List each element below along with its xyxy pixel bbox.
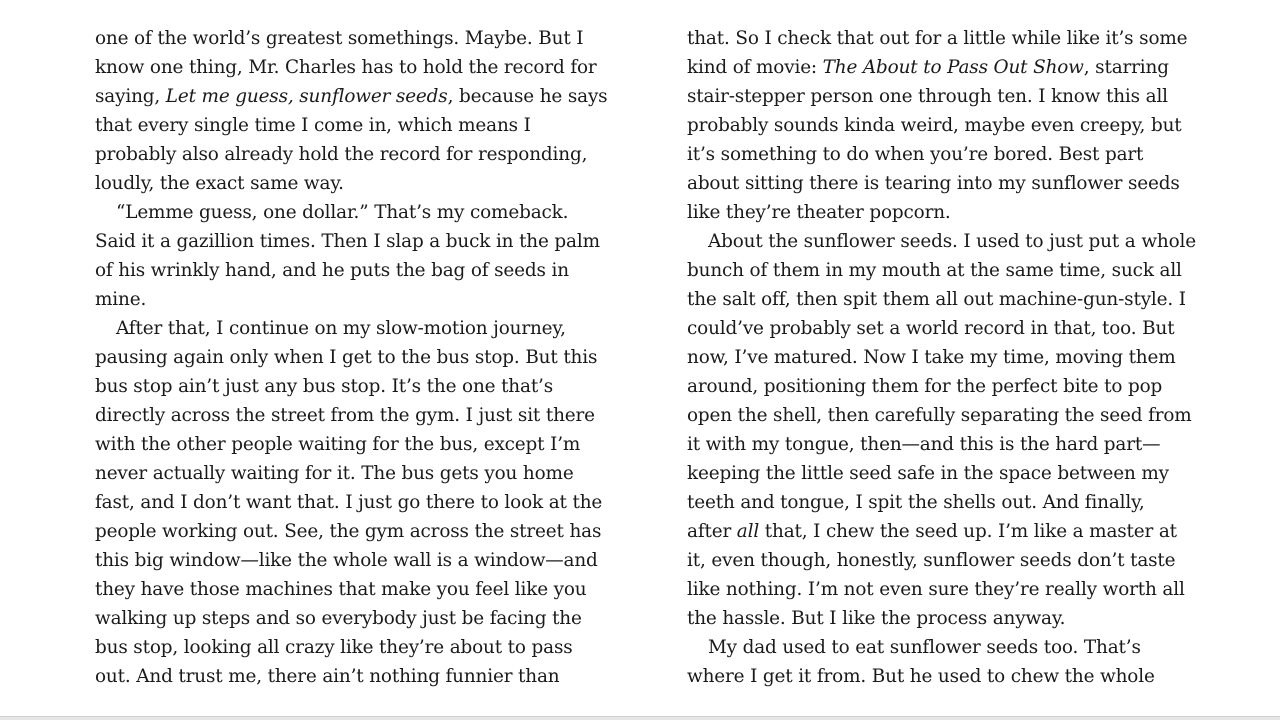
text-segment: that. So I check that out for a little while like it’s some: [687, 28, 1188, 49]
italic-text: The About to Pass Out Show: [822, 57, 1084, 78]
text-line: [687, 430, 1197, 459]
text-segment: kind of movie:: [687, 57, 823, 78]
text-line: [95, 343, 605, 372]
text-line: [95, 546, 605, 575]
text-line: [687, 140, 1197, 169]
text-line: [687, 633, 1197, 662]
text-line: [687, 459, 1197, 488]
text-line: [687, 82, 1197, 111]
text-segment: it with my tongue, then—and this is the hard part—: [687, 434, 1161, 455]
text-segment: that, I chew the seed up. I’m like a master at: [759, 521, 1177, 542]
text-line: [687, 546, 1197, 575]
text-segment: bunch of them in my mouth at the same time, suck all: [687, 260, 1182, 281]
text-segment: teeth and tongue, I spit the shells out. And finally,: [687, 492, 1145, 513]
text-line: [95, 140, 605, 169]
text-segment: bus stop, looking all crazy like they’re about to pass: [95, 637, 573, 658]
text-segment: Said it a gazillion times. Then I slap a buck in the palm: [95, 231, 600, 252]
text-segment: saying,: [95, 86, 166, 107]
text-segment: “Lemme guess, one dollar.” That’s my comeback.: [116, 202, 569, 223]
text-line: [95, 430, 605, 459]
text-line: [95, 633, 605, 662]
text-line: [95, 169, 605, 198]
text-segment: with the other people waiting for the bus, except I’m: [95, 434, 581, 455]
text-segment: fast, and I don’t want that. I just go there to look at the: [95, 492, 603, 513]
text-segment: of his wrinkly hand, and he puts the bag of seeds in: [95, 260, 569, 281]
text-segment: , because he says: [447, 86, 608, 107]
text-line: [687, 227, 1197, 256]
text-line: [687, 24, 1197, 53]
text-segment: this big window—like the whole wall is a window—and: [95, 550, 598, 571]
text-segment: people working out. See, the gym across the street has: [95, 521, 602, 542]
text-line: [95, 111, 605, 140]
text-segment: like they’re theater popcorn.: [687, 202, 951, 223]
text-line: [95, 314, 605, 343]
text-line: [95, 53, 605, 82]
right-page: [687, 24, 1197, 691]
text-line: [687, 604, 1197, 633]
text-line: [687, 111, 1197, 140]
italic-text: Let me guess, sunflower seeds: [165, 86, 448, 107]
text-line: [95, 662, 605, 691]
text-segment: After that, I continue on my slow-motion journey,: [116, 318, 566, 339]
text-segment: could’ve probably set a world record in that, too. But: [687, 318, 1175, 339]
text-segment: probably also already hold the record for responding,: [95, 144, 588, 165]
text-line: [95, 198, 605, 227]
text-line: [95, 604, 605, 633]
text-segment: walking up steps and so everybody just be facing the: [95, 608, 582, 629]
text-segment: it, even though, honestly, sunflower seeds don’t taste: [687, 550, 1176, 571]
text-segment: that every single time I come in, which means I: [95, 115, 531, 136]
text-segment: , starring: [1083, 57, 1169, 78]
text-segment: know one thing, Mr. Charles has to hold the record for: [95, 57, 597, 78]
text-segment: they have those machines that make you feel like you: [95, 579, 587, 600]
text-line: [687, 169, 1197, 198]
text-line: [95, 82, 608, 111]
text-line: [95, 256, 605, 285]
text-segment: like nothing. I’m not even sure they’re really worth all: [687, 579, 1185, 600]
text-line: [687, 401, 1197, 430]
text-segment: about sitting there is tearing into my sunflower seeds: [687, 173, 1180, 194]
text-segment: About the sunflower seeds. I used to just put a whole: [708, 231, 1196, 252]
text-line: [95, 517, 605, 546]
text-segment: out. And trust me, there ain’t nothing funnier than: [95, 666, 560, 687]
text-line: [95, 401, 605, 430]
text-segment: never actually waiting for it. The bus gets you home: [95, 463, 574, 484]
text-line: [687, 575, 1197, 604]
text-line: [687, 198, 1197, 227]
italic-text: all: [736, 521, 760, 542]
text-segment: after: [687, 521, 737, 542]
text-segment: where I get it from. But he used to chew the whole: [687, 666, 1155, 687]
text-segment: My dad used to eat sunflower seeds too. That’s: [708, 637, 1141, 658]
text-line: [95, 488, 605, 517]
text-line: [687, 285, 1197, 314]
text-line: [95, 575, 605, 604]
text-segment: bus stop ain’t just any bus stop. It’s the one that’s: [95, 376, 554, 397]
text-line: [95, 227, 605, 256]
text-segment: pausing again only when I get to the bus stop. But this: [95, 347, 598, 368]
text-segment: keeping the little seed safe in the space between my: [687, 463, 1169, 484]
text-line: [687, 256, 1197, 285]
text-segment: probably sounds kinda weird, maybe even creepy, but: [687, 115, 1182, 136]
text-line: [95, 24, 605, 53]
text-segment: directly across the street from the gym. I just sit there: [95, 405, 595, 426]
text-segment: now, I’ve matured. Now I take my time, moving them: [687, 347, 1176, 368]
text-line: [687, 314, 1197, 343]
text-segment: it’s something to do when you’re bored. Best part: [687, 144, 1144, 165]
text-line: [687, 53, 1197, 82]
text-segment: stair-stepper person one through ten. I know this all: [687, 86, 1168, 107]
text-line: [95, 372, 605, 401]
text-segment: the salt off, then spit them all out machine-gun-style. I: [687, 289, 1186, 310]
text-segment: one of the world’s greatest somethings. Maybe. But I: [95, 28, 584, 49]
text-line: [687, 662, 1197, 691]
left-page: [95, 24, 608, 691]
text-segment: mine.: [95, 289, 147, 310]
text-line: [95, 459, 605, 488]
text-line: [687, 488, 1197, 517]
text-line: [687, 343, 1197, 372]
text-line: [687, 372, 1197, 401]
text-line: [95, 285, 605, 314]
text-segment: the hassle. But I like the process anyway.: [687, 608, 1066, 629]
bottom-divider: [0, 716, 1280, 720]
text-line: [687, 517, 1197, 546]
text-segment: around, positioning them for the perfect bite to pop: [687, 376, 1163, 397]
text-segment: loudly, the exact same way.: [95, 173, 344, 194]
text-segment: open the shell, then carefully separating the seed from: [687, 405, 1192, 426]
